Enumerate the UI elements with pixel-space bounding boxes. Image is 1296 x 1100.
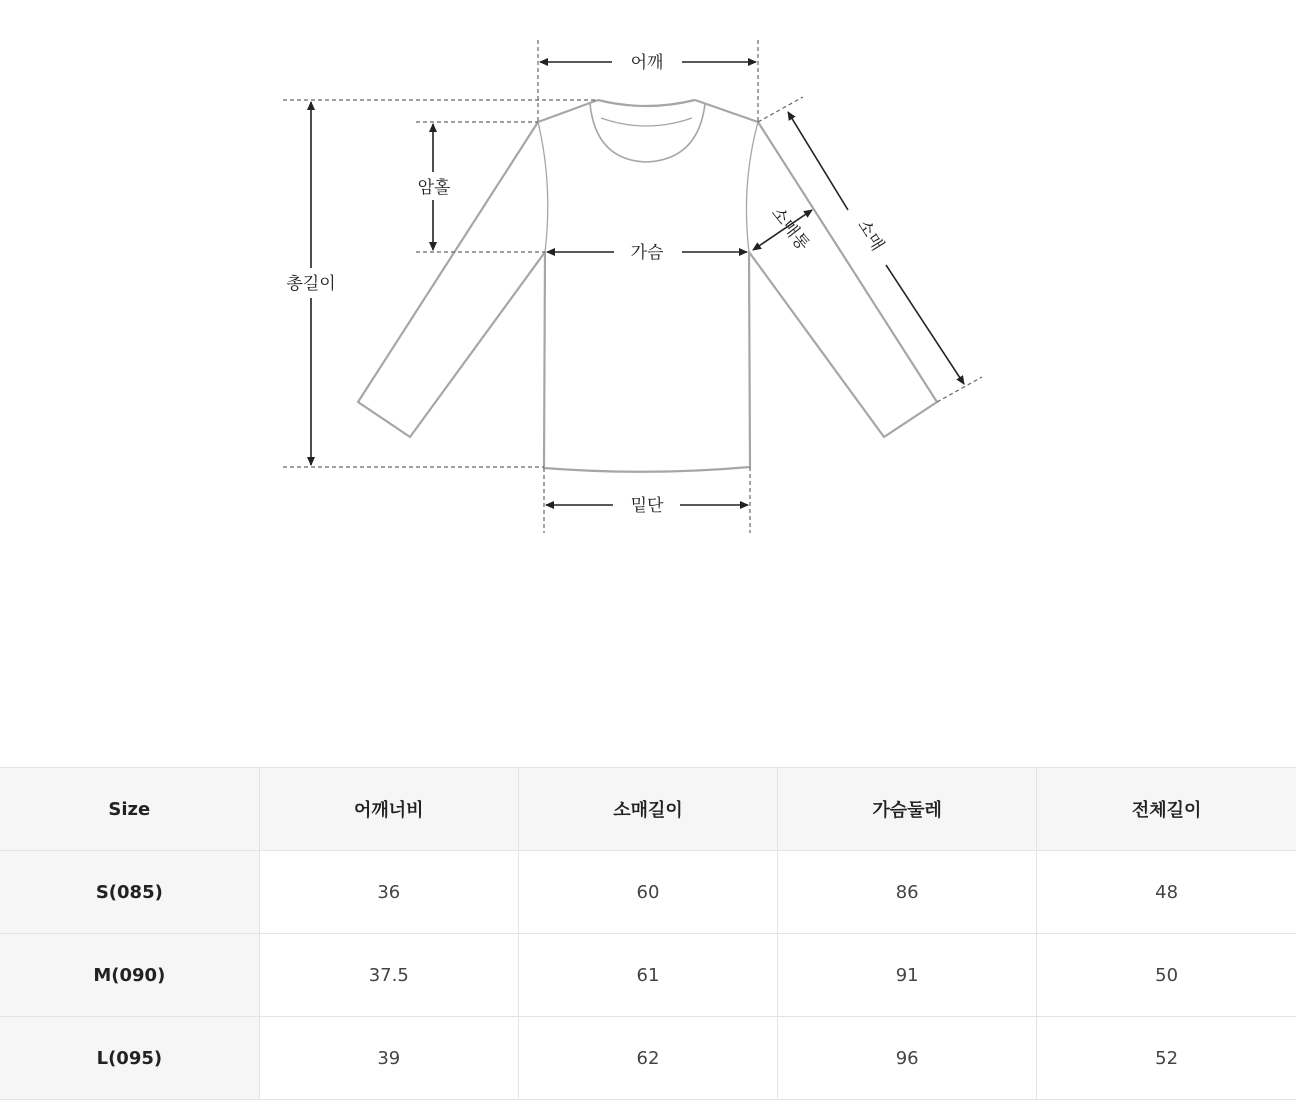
table-cell: 50 [1037, 934, 1296, 1017]
header-total-length: 전체길이 [1037, 768, 1296, 851]
shirt-outline [358, 100, 937, 472]
header-size: Size [0, 768, 259, 851]
header-sleeve-length: 소매길이 [518, 768, 777, 851]
table-cell: 37.5 [259, 934, 518, 1017]
label-armhole: 암홀 [417, 178, 451, 198]
table-row [0, 934, 1296, 1017]
label-chest: 가슴 [630, 243, 664, 263]
label-hem: 밑단 [630, 496, 664, 516]
header-chest: 가슴둘레 [778, 768, 1037, 851]
measure-arrows [311, 62, 964, 505]
table-cell: 60 [518, 851, 777, 934]
table-row [0, 851, 1296, 934]
guide-lines [283, 40, 982, 533]
table-row [0, 1017, 1296, 1100]
size-table [0, 767, 1296, 1100]
sleeve-arrow-bottom [886, 265, 964, 384]
table-cell: 86 [778, 851, 1037, 934]
table-cell: 39 [259, 1017, 518, 1100]
table-cell: 52 [1037, 1017, 1296, 1100]
table-cell: 62 [518, 1017, 777, 1100]
header-shoulder-width: 어깨너비 [259, 768, 518, 851]
size-cell: M(090) [0, 934, 259, 1017]
size-cell: L(095) [0, 1017, 259, 1100]
table-cell: 96 [778, 1017, 1037, 1100]
table-cell: 36 [259, 851, 518, 934]
table-cell: 48 [1037, 851, 1296, 934]
table-header-row [0, 768, 1296, 851]
size-cell: S(085) [0, 851, 259, 934]
table-cell: 91 [778, 934, 1037, 1017]
table-cell: 61 [518, 934, 777, 1017]
label-total-length: 총길이 [286, 274, 336, 294]
label-sleeve: 소매 [853, 216, 888, 255]
sleeve-arrow-top [788, 112, 848, 210]
label-shoulder: 어깨 [630, 53, 664, 73]
label-sleeve-width: 소매통 [766, 203, 813, 255]
